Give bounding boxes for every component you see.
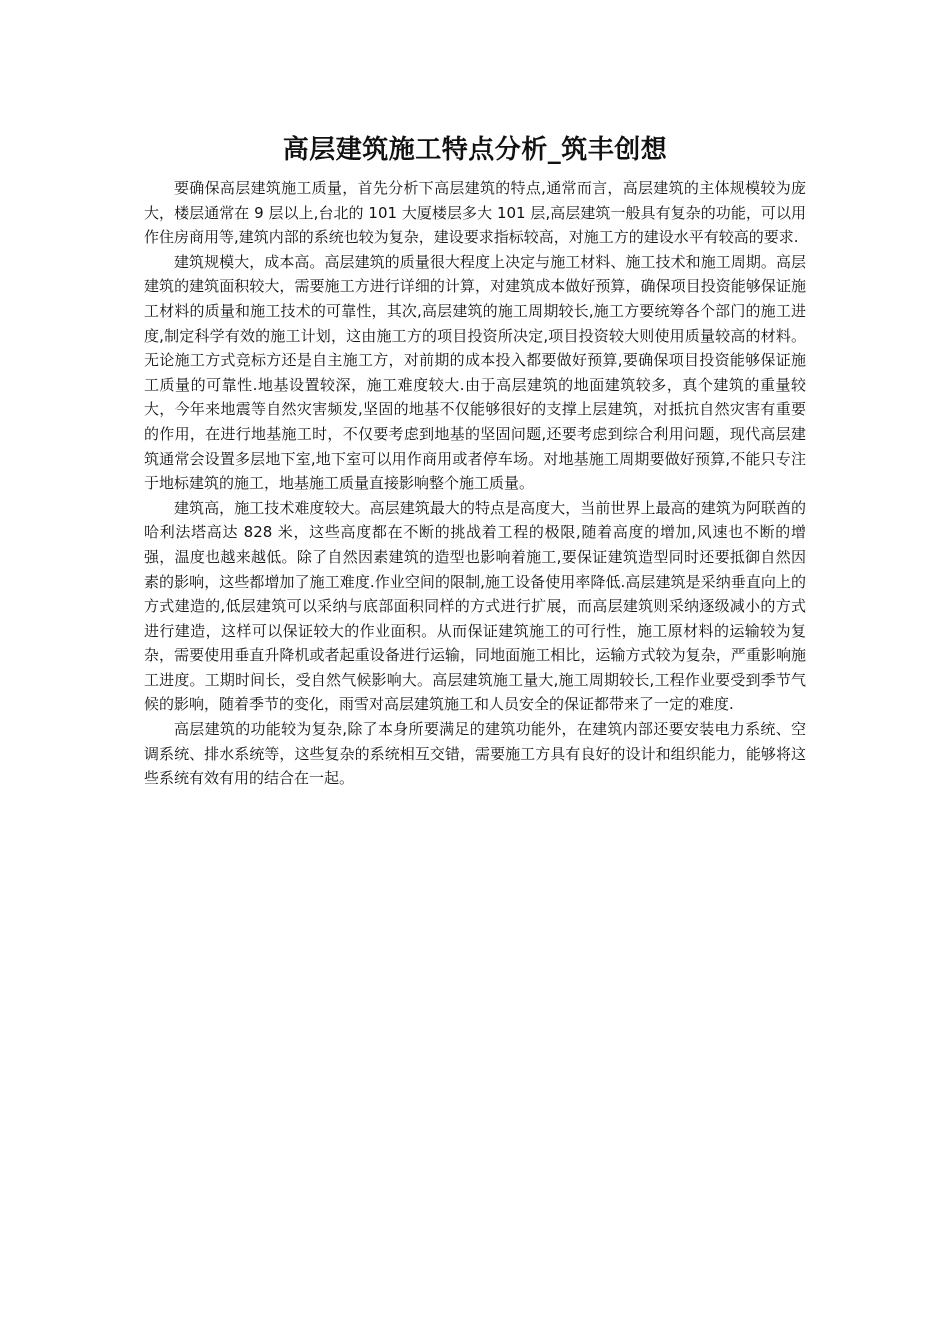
document-title: 高层建筑施工特点分析_筑丰创想: [282, 135, 668, 165]
paragraph-complex-systems: 高层建筑的功能较为复杂,除了本身所要满足的建筑功能外，在建筑内部还要安装电力系统、空调系统、排水系统等，这些复杂的系统相互交错，需要施工方具有良好的设计和组织能力，能够将这些系统有效有用的结合在一起。: [144, 720, 806, 788]
paragraph-intro: 要确保高层建筑施工质量，首先分析下高层建筑的特点,通常而言，高层建筑的主体规模较为庞大，楼层通常在 9 层以上,台北的 101 大厦楼层多大 101 层,高层建筑一般具有复杂的功能，可以用作住房商用等,建筑内部的系统也较为复杂，建设要求指标较高，对施工方的建设水平有较高的要求.: [144, 179, 806, 247]
document-body: [144, 176, 806, 791]
paragraph-scale-cost: 建筑规模大，成本高。高层建筑的质量很大程度上决定与施工材料、施工技术和施工周期。高层建筑的建筑面积较大，需要施工方进行详细的计算，对建筑成本做好预算，确保项目投资能够保证施工材料的质量和施工技术的可靠性，其次,高层建筑的施工周期较长,施工方要统筹各个部门的施工进度,制定科学有效的施工计划，这由施工方的项目投资所决定,项目投资较大则使用质量较高的材料。无论施工方式竞标方还是自主施工方，对前期的成本投入都要做好预算,要确保项目投资能够保证施工质量的可靠性.地基设置较深，施工难度较大.由于高层建筑的地面建筑较多，真个建筑的重量较大，今年来地震等自然灾害频发,坚固的地基不仅能够很好的支撑上层建筑，对抵抗自然灾害有重要的作用，在进行地基施工时，不仅要考虑到地基的坚固问题,还要考虑到综合利用问题，现代高层建筑通常会设置多层地下室,地下室可以用作商用或者停车场。对地基施工周期要做好预算,不能只专注于地标建筑的施工，地基施工质量直接影响整个施工质量。: [144, 252, 806, 493]
paragraph-height-difficulty: 建筑高，施工技术难度较大。高层建筑最大的特点是高度大，当前世界上最高的建筑为阿联酋的哈利法塔高达 828 米，这些高度都在不断的挑战着工程的极限,随着高度的增加,风速也不断的增强，温度也越来越低。除了自然因素建筑的造型也影响着施工,要保证建筑造型同时还要抵御自然因素的影响，这些都增加了施工难度.作业空间的限制,施工设备使用率降低.高层建筑是采纳垂直向上的方式建造的,低层建筑可以采纳与底部面积同样的方式进行扩展，而高层建筑则采纳逐级减小的方式进行建造，这样可以保证较大的作业面积。从而保证建筑施工的可行性，施工原材料的运输较为复杂，需要使用垂直升降机或者起重设备进行运输，同地面施工相比，运输方式较为复杂，严重影响施工进度。工期时间长，受自然气候影响大。高层建筑施工量大,施工周期较长,工程作业要受到季节气候的影响，随着季节的变化，雨雪对高层建筑施工和人员安全的保证都带来了一定的难度.: [144, 498, 806, 714]
